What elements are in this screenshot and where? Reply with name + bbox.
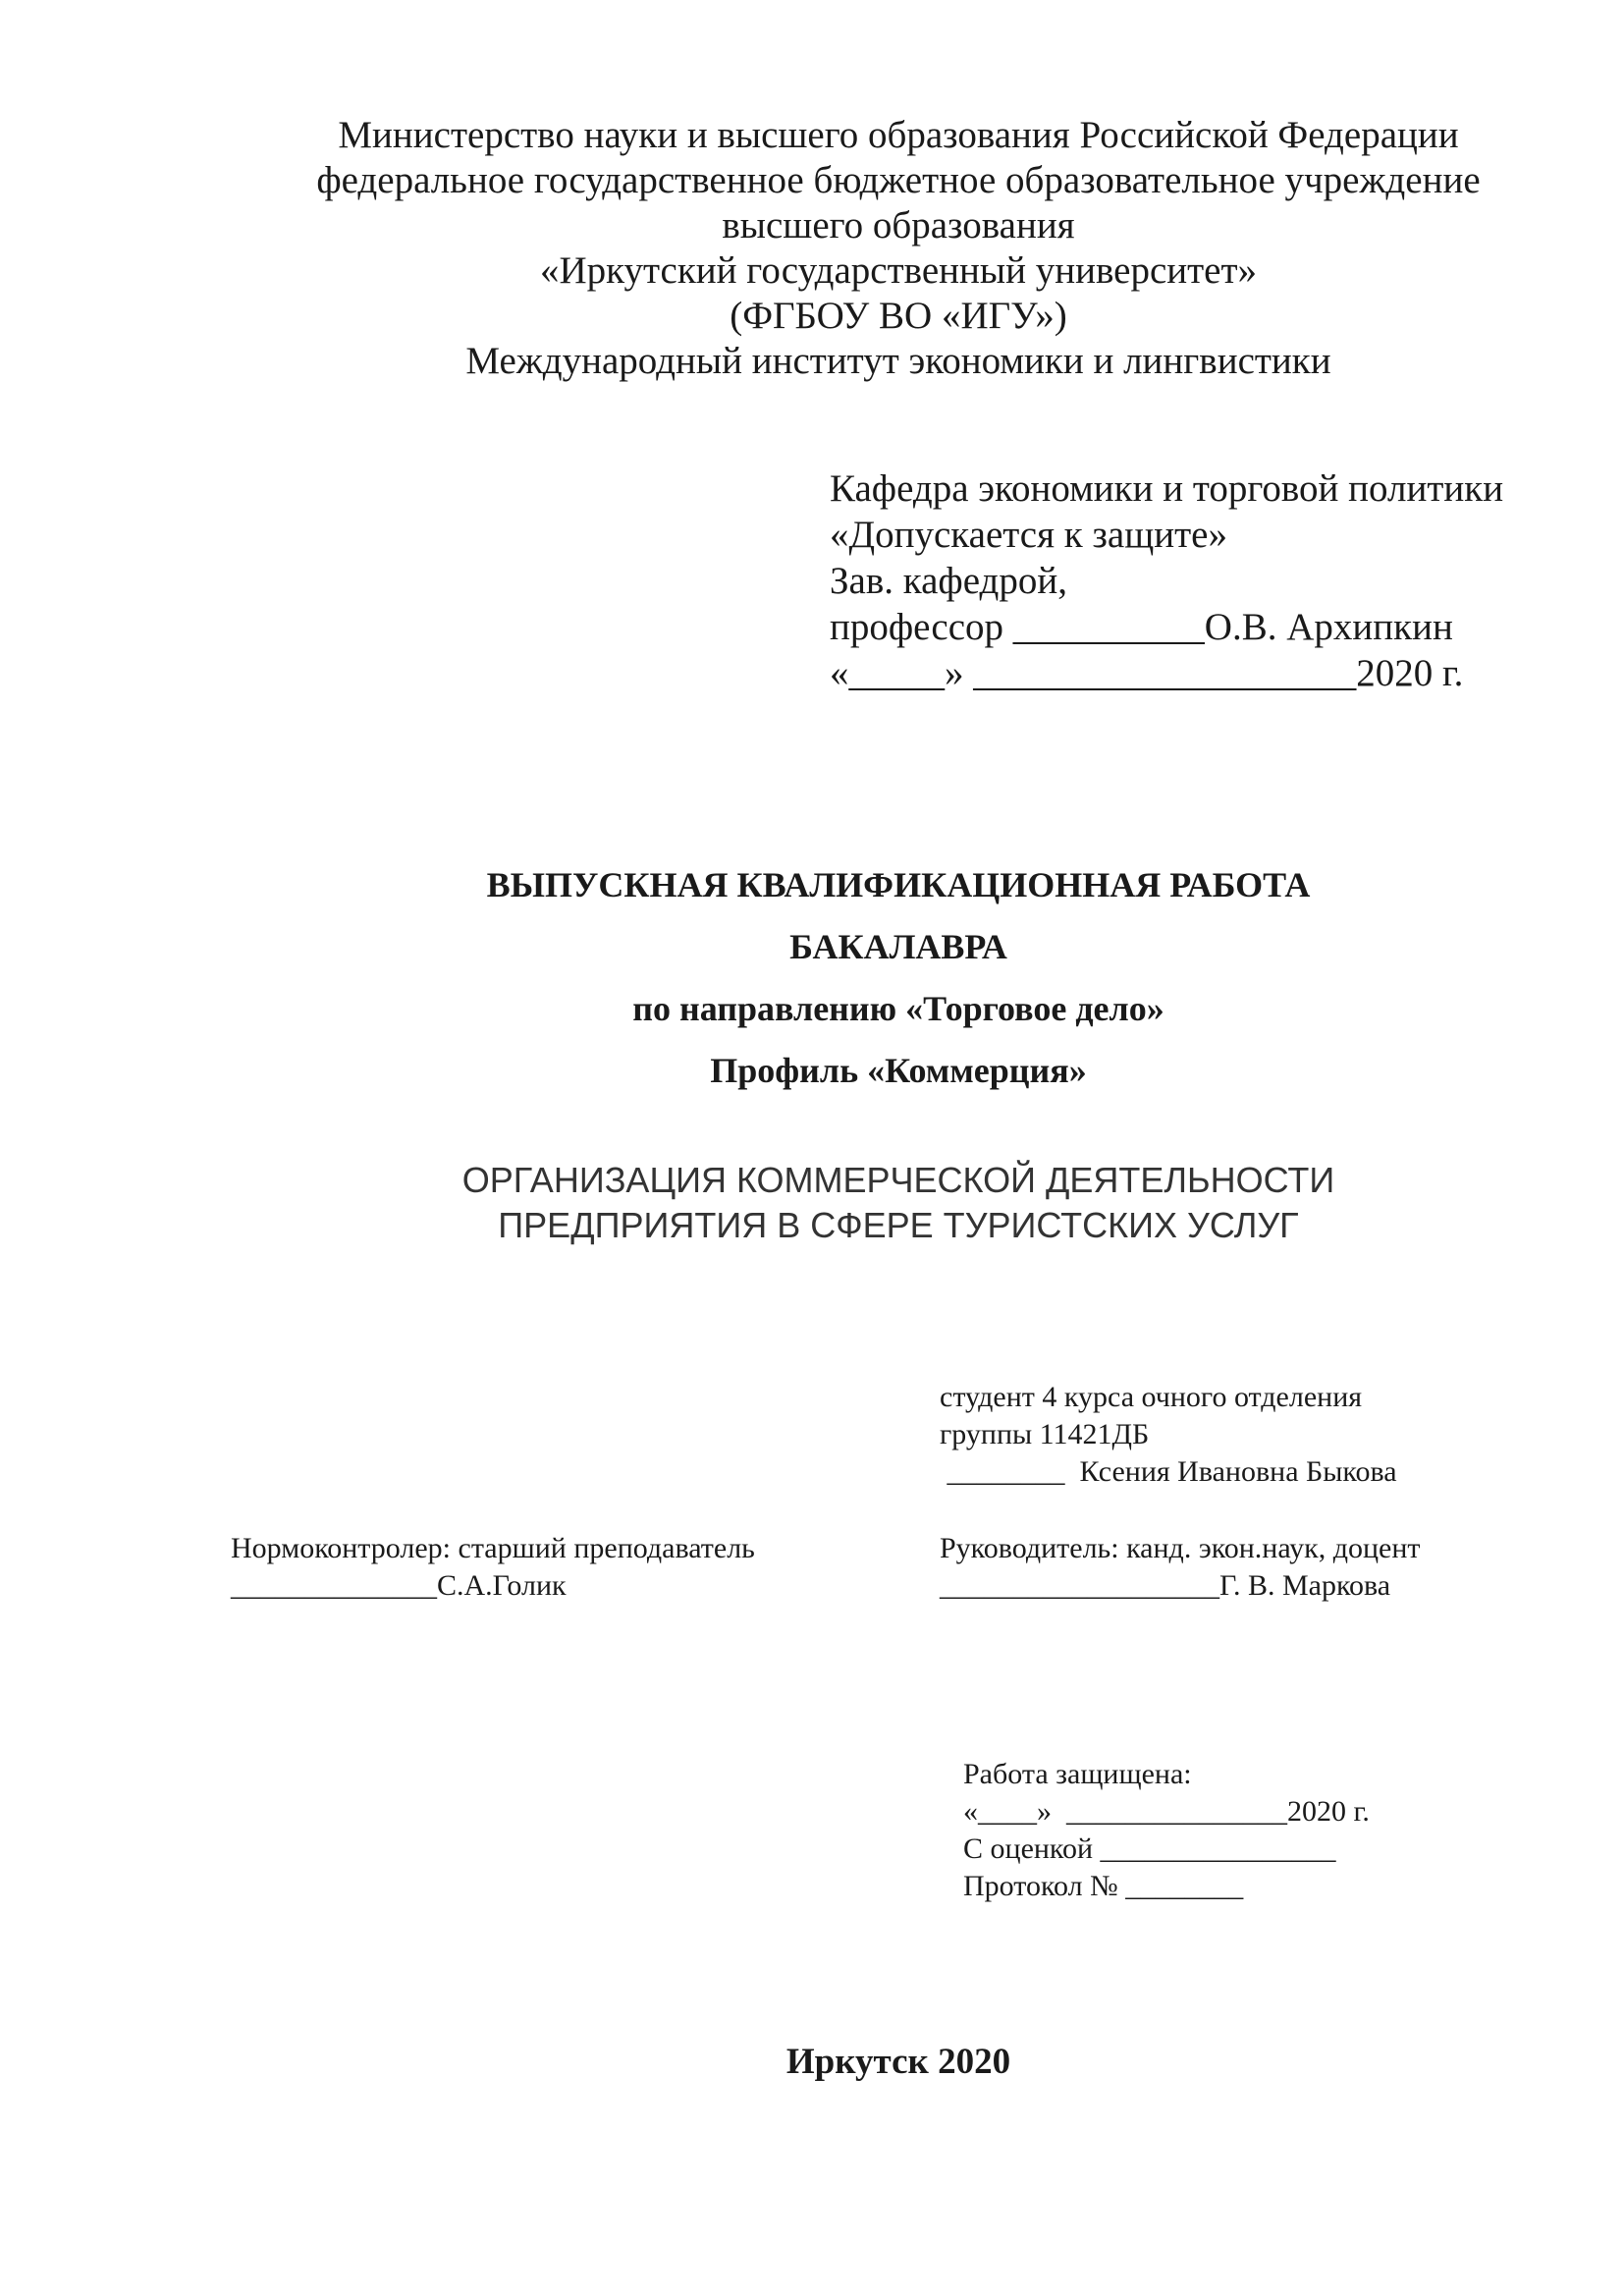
defense-title-line: Работа защищена: <box>963 1758 1192 1790</box>
defense-block <box>963 1756 1370 1905</box>
normcontrol-block <box>231 1530 755 1605</box>
university-name-line: «Иркутский государственный университет» <box>539 249 1258 292</box>
direction-line: по направлению «Торговое дело» <box>632 989 1164 1028</box>
supervisor-title-line: Руководитель: канд. экон.наук, доцент <box>940 1532 1421 1564</box>
admitted-line: «Допускается к защите» <box>830 514 1227 556</box>
education-level-line: высшего образования <box>722 204 1075 246</box>
professor-signature-line: профессор __________О.В. Архипкин <box>830 606 1453 648</box>
city-year: Иркутск 2020 <box>785 2042 1011 2082</box>
defense-date-line: «____» _______________2020 г. <box>963 1795 1370 1828</box>
student-group-line: группы 11421ДБ <box>940 1418 1150 1450</box>
profile-line: Профиль «Коммерция» <box>710 1051 1087 1090</box>
student-name-line: ________ Ксения Ивановна Быкова <box>940 1455 1397 1488</box>
topic-line-1: ОРГАНИЗАЦИЯ КОММЕРЧЕСКОЙ ДЕЯТЕЛЬНОСТИ <box>461 1160 1335 1200</box>
work-title-block <box>0 854 1624 1102</box>
supervisor-signature-line: ___________________Г. В. Маркова <box>940 1569 1391 1602</box>
ministry-line: Министерство науки и высшего образования Российской Федерации <box>338 114 1459 156</box>
normcontrol-signature-line: ______________С.А.Голик <box>231 1569 567 1602</box>
topic-line-2: ПРЕДПРИЯТИЯ В СФЕРЕ ТУРИСТСКИХ УСЛУГ <box>498 1205 1299 1245</box>
institute-line: Международный институт экономики и лингвистики <box>465 340 1331 382</box>
student-block <box>940 1379 1397 1491</box>
student-course-line: студент 4 курса очного отделения <box>940 1381 1363 1413</box>
work-type-line: ВЫПУСКНАЯ КВАЛИФИКАЦИОННАЯ РАБОТА <box>486 865 1311 904</box>
defense-grade-line: С оценкой ________________ <box>963 1832 1336 1865</box>
supervisor-block <box>940 1530 1421 1605</box>
institution-type-line: федеральное государственное бюджетное образовательное учреждение <box>316 159 1481 201</box>
defense-protocol-line: Протокол № ________ <box>963 1870 1244 1902</box>
approval-date-line: «_____» ____________________2020 г. <box>830 652 1464 694</box>
organization-header <box>0 113 1624 384</box>
head-title-line: Зав. кафедрой, <box>830 560 1067 602</box>
degree-line: БАКАЛАВРА <box>789 927 1007 966</box>
department-line: Кафедра экономики и торговой политики <box>830 467 1504 510</box>
approval-block <box>830 465 1503 696</box>
normcontrol-title-line: Нормоконтролер: старший преподаватель <box>231 1532 755 1564</box>
thesis-topic <box>0 1158 1624 1248</box>
university-abbreviation-line: (ФГБОУ ВО «ИГУ») <box>730 295 1067 337</box>
